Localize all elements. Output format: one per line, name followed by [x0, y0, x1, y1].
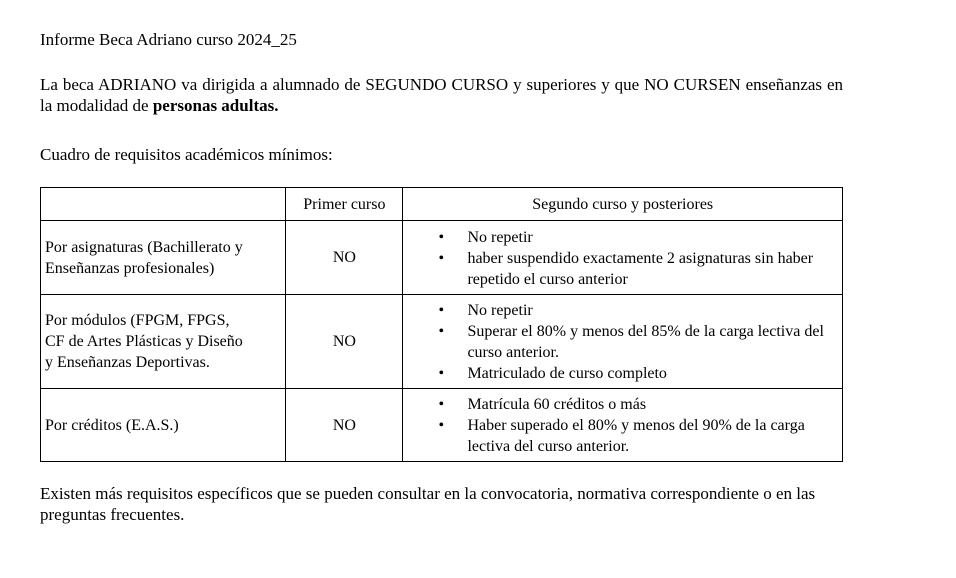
- bullet-icon: •: [438, 228, 445, 246]
- row-label-line: CF de Artes Plásticas y Diseño: [45, 333, 243, 350]
- list-item-text: Haber superado el 80% y menos del 90% de la carga lectiva del curso anterior.: [467, 417, 805, 455]
- table-row: [41, 389, 843, 462]
- list-item: [403, 248, 832, 290]
- list-item-text: No repetir: [467, 228, 533, 246]
- bullet-list: [403, 394, 832, 457]
- header-second-year: Segundo curso y posteriores: [403, 188, 843, 221]
- intro-text: La beca ADRIANO va dirigida a alumnado de SEGUNDO CURSO y superiores y que NO CURSEN enseñanzas en la modalidad de: [40, 75, 843, 115]
- row-label-asignaturas: [41, 221, 286, 295]
- list-item: [403, 300, 832, 321]
- list-item-text: Matrícula 60 créditos o más: [467, 396, 647, 413]
- requirements-table: [40, 187, 843, 462]
- list-item: [403, 415, 832, 457]
- row-label-creditos: [41, 389, 286, 462]
- header-first-year: Primer curso: [286, 188, 403, 221]
- document-title: Informe Beca Adriano curso 2024_25: [40, 30, 297, 49]
- list-item-text: Superar el 80% y menos del 85% de la carga lectiva del curso anterior.: [467, 323, 824, 361]
- requirements-cell: [403, 295, 843, 389]
- list-item: [403, 394, 832, 415]
- list-item-text: Matriculado de curso completo: [467, 365, 667, 382]
- requirements-cell: [403, 389, 843, 462]
- list-item: [403, 321, 832, 363]
- requirements-cell: [403, 221, 843, 295]
- bullet-icon: •: [438, 396, 445, 413]
- bullet-icon: •: [438, 365, 445, 382]
- first-year-cell: NO: [286, 295, 403, 389]
- intro-paragraph: [40, 74, 843, 116]
- table-row: [41, 221, 843, 295]
- bullet-icon: •: [438, 302, 445, 319]
- first-year-cell: NO: [286, 221, 403, 295]
- list-item-text: haber suspendido exactamente 2 asignaturas sin haber repetido el curso anterior: [467, 249, 814, 288]
- row-label-line: Por créditos (E.A.S.): [45, 416, 179, 434]
- bullet-list: [403, 227, 832, 290]
- first-year-cell: NO: [286, 389, 403, 462]
- table-heading: Cuadro de requisitos académicos mínimos:: [40, 145, 333, 164]
- row-label-line: Enseñanzas profesionales): [45, 259, 215, 277]
- list-item: [403, 227, 832, 248]
- table-row: [41, 295, 843, 389]
- row-label-line: Por módulos (FPGM, FPGS,: [45, 312, 230, 329]
- intro-bold-text: personas adultas.: [152, 96, 279, 115]
- row-label-modulos: [41, 295, 286, 389]
- row-label-line: y Enseñanzas Deportivas.: [45, 354, 210, 371]
- list-item-text: No repetir: [467, 302, 533, 319]
- list-item: [403, 363, 832, 384]
- footer-paragraph: Existen más requisitos específicos que se pueden consultar en la convocatoria, normativa correspondiente o en las preguntas frecuentes.: [40, 484, 816, 524]
- bullet-icon: •: [438, 249, 445, 267]
- row-label-line: Por asignaturas (Bachillerato y: [45, 238, 243, 256]
- table-header-row: [41, 188, 843, 221]
- bullet-icon: •: [438, 323, 445, 340]
- header-empty-cell: [41, 188, 286, 221]
- bullet-icon: •: [438, 417, 445, 434]
- bullet-list: [403, 300, 832, 384]
